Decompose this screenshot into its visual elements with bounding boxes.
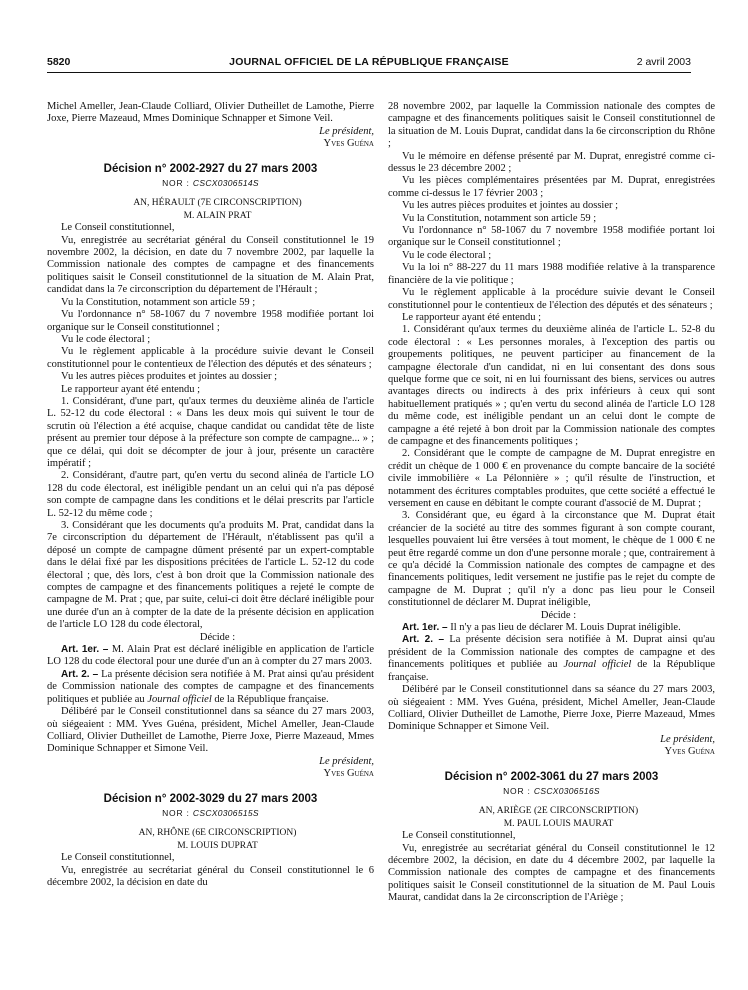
nor-code: CSCX0306516S [533, 785, 600, 796]
nor-label: NOR : [162, 807, 190, 818]
article-1 [388, 622, 715, 634]
nor-code: CSCX0306514S [192, 178, 259, 189]
article-label: Art. 2. – [61, 668, 99, 680]
paragraph: 2. Considérant, d'autre part, qu'en vertu du second alinéa de l'article LO 128 du code électoral, est inéligible pendant un an celui qui n'a pas déposé son compte de campagne dans les conditions et le délai prescrits par l'article L. 52-12 du même code ; [47, 470, 374, 519]
constituency: AN, RHÔNE (6E CIRCONSCRIPTION) [138, 828, 297, 839]
decision-title: Décision n° 2002-3061 du 27 mars 2003 [444, 770, 659, 783]
paragraph: Le Conseil constitutionnel, [61, 222, 175, 234]
paragraph: 28 novembre 2002, par laquelle la Commission nationale des comptes de campagne et des financements politiques saisit le Conseil constitutionnel de la situation de M. Louis Duprat, candidat dans la 6e circonscription du Rhône ; [388, 101, 715, 150]
article-2 [388, 634, 715, 684]
paragraph: Vu la Constitution, notamment son article 59 ; [61, 296, 256, 308]
candidate-name: M. PAUL LOUIS MAURAT [503, 818, 614, 829]
paragraph: Vu le code électoral ; [402, 249, 492, 261]
header-rule [47, 72, 691, 73]
candidate-name: M. LOUIS DUPRAT [177, 840, 258, 851]
article-text: La présente décision sera notifiée à M. Prat ainsi qu'au président de Commission nationale des comptes de campagne et des financements politiques et publiée au [47, 668, 374, 705]
article-label: Art. 2. – [402, 634, 445, 646]
paragraph: 3. Considérant que, eu égard à la circonstance que M. Duprat était créancier de la société au titre des sommes figurant à son compte courant, lesquelles pouvaient lui être versées à tout moment, le chèque de 1 000 € ne peut être regardé comme un don d'une personne morale ; que, contrairement à ce qu'a décidé la Commission nationale des comptes de campagne et des financements politiques, ledit versement ne justifie pas le rejet du compte de campagne de M. Duprat ; qu'il n'y a donc pas lieu pour le Conseil constitutionnel de déclarer M. Duprat inéligible, [388, 510, 715, 609]
nor-label: NOR : [162, 178, 190, 189]
journal-name: Journal officiel [563, 659, 632, 671]
paragraph: Vu les autres pièces produites et jointes au dossier ; [402, 200, 619, 212]
paragraph: Le Conseil constitutionnel, [61, 852, 175, 864]
deliberation: Délibéré par le Conseil constitutionnel dans sa séance du 27 mars 2003, où siégeaient : MM. Yves Guéna, président, Michel Ameller, Jean-Claude Colliard, Olivier Dutheillet de Lamothe, Pierre Joxe, Pierre Mazeaud, Mmes Dominique Schnapper et Simone Veil. [388, 684, 715, 733]
decision-title: Décision n° 2002-3029 du 27 mars 2003 [103, 792, 318, 805]
article-2 [47, 669, 374, 706]
article-label: Art. 1er. – [61, 644, 109, 656]
signature-role: Le président, [319, 125, 374, 137]
signature-name: Yves Guéna [323, 768, 374, 780]
article-text-end: de la République française. [214, 693, 329, 705]
paragraph: Vu le mémoire en défense présenté par M. Duprat, enregistré comme ci-dessus le 23 décembre 2002 ; [388, 150, 715, 175]
signature-role: Le président, [660, 733, 715, 745]
deliberation: Délibéré par le Conseil constitutionnel dans sa séance du 27 mars 2003, où siégeaient : MM. Yves Guéna, président, Michel Ameller, Jean-Claude Colliard, Olivier Dutheillet de Lamothe, Pierre Joxe, Pierre Mazeaud, Mmes Dominique Schnapper et Simone Veil. [47, 706, 374, 755]
paragraph: 1. Considérant, d'une part, qu'aux termes du deuxième alinéa de l'article L. 52-12 du code électoral : « Dans les deux mois qui suivent le tour de scrutin où l'élection a été acquise, chaque candidat ou candidat tête de liste présent au premier tour dépose à la préfecture son compte de campagne... » ; que ce délai, qui doit se décompter de jour à jour, présente un caractère impératif ; [47, 395, 374, 469]
right-column [388, 101, 715, 905]
paragraph: 2. Considérant que le compte de campagne de M. Duprat enregistre en crédit un chèque de 1 000 € en provenance du compte bancaire de la société civile immobilière « La Pélonnière » ; qu'il résulte de l'instruction, et notamment des écritures comptables produites, que cette société a effectué le versement en cause en débitant le compte courant d'associé de M. Duprat ; [388, 448, 715, 509]
constituency: AN, ARIÈGE (2E CIRCONSCRIPTION) [478, 806, 639, 817]
paragraph: Le rapporteur ayant été entendu ; [61, 383, 201, 395]
paragraph: Vu la Constitution, notamment son article 59 ; [402, 212, 597, 224]
paragraph: Vu le code électoral ; [61, 333, 151, 345]
article-text: Il n'y a pas lieu de déclarer M. Louis Duprat inéligible. [450, 622, 681, 634]
paragraph: Vu la loi n° 88-227 du 11 mars 1988 modifiée relative à la transparence financière de la vie politique ; [388, 262, 715, 286]
article-label: Art. 1er. – [402, 622, 448, 634]
left-column [47, 101, 374, 889]
article-text: M. Alain Prat est déclaré inéligible en application de l'article LO 128 du code électoral pour une durée d'un an à compter du 27 mars 2003. [47, 644, 375, 668]
paragraph: Vu, enregistrée au secrétariat général du Conseil constitutionnel le 6 décembre 2002, la décision en date du [47, 864, 374, 888]
paragraph: 3. Considérant que les documents qu'a produits M. Prat, candidat dans la 7e circonscription du département de l'Hérault, n'établissent pas qu'il a déposé un compte de campagne dûment présenté par un expert-comptable dans le délai fixé par les dispositions précitées de l'article L. 52-12 du code électoral ; que, dès lors, c'est à bon droit que la Commission nationale des comptes de campagne et des financements politiques a rejeté le compte de campagne de M. Prat ; que, par suite, celui-ci doit être déclaré inéligible pour une durée d'un an à compter de la date de la présente décision en application de l'article LO 128 du code électoral, [47, 520, 374, 631]
continued-text: Michel Ameller, Jean-Claude Colliard, Olivier Dutheillet de Lamothe, Pierre Joxe, Pierre Mazeaud, Mmes Dominique Schnapper et Simone Veil. [47, 101, 374, 125]
decide-heading: Décide : [199, 631, 236, 643]
nor-reference [47, 807, 374, 819]
paragraph: Vu le règlement applicable à la procédure suivie devant le Conseil constitutionnel pour le contentieux de l'élection des députés et des sénateurs ; [47, 346, 374, 370]
paragraph: Vu les autres pièces produites et jointes au dossier ; [61, 371, 278, 383]
constituency: AN, HÉRAULT (7E CIRCONSCRIPTION) [133, 198, 302, 209]
decision-title: Décision n° 2002-2927 du 27 mars 2003 [103, 162, 318, 175]
article-text: La présente décision sera notifiée à M. Duprat ainsi qu'au président de la Commission nationale des comptes de campagne et des financements politiques et publiée au [388, 634, 716, 671]
nor-label: NOR : [503, 785, 531, 796]
page-number: 5820 [47, 56, 71, 68]
decide-heading: Décide : [540, 609, 577, 621]
paragraph: Vu, enregistrée au secrétariat général du Conseil constitutionnel le 12 décembre 2002, la décision, en date du 4 décembre 2002, par laquelle la Commission nationale des comptes de campagne et des financements politiques saisit le Conseil constitutionnel de la situation de M. Paul Louis Maurat, candidat dans la 2e circonscription de l'Ariège ; [388, 842, 715, 904]
paragraph: Vu, enregistrée au secrétariat général du Conseil constitutionnel le 19 novembre 2002, la décision, en date du 7 novembre 2002, par laquelle la Commission nationale des comptes de campagne et des financements politiques saisit le Conseil constitutionnel de la situation de M. Alain Prat, candidat dans la 7e circonscription du département de l'Hérault ; [47, 234, 374, 296]
page-header [47, 52, 691, 72]
paragraph: 1. Considérant qu'aux termes du deuxième alinéa de l'article L. 52-8 du code électoral : « Les personnes morales, à l'exception des partis ou groupements politiques, ne peuvent participer au financement de la campagne électorale d'un candidat, ni en lui consentant des dons sous quelque forme que ce soit, ni en lui fournissant des biens, services ou autres avantages directs ou indirects à des prix inférieurs à ceux qui sont habituellement pratiqués » ; qu'en vertu du second alinéa de l'article LO 128 du même code, est inéligible pendant un an celui dont le compte de campagne a été rejeté à bon droit par la Commission nationale des comptes de campagne et des financements politiques ; [388, 324, 715, 447]
signature-name: Yves Guéna [323, 138, 374, 150]
nor-reference [388, 785, 715, 797]
candidate-name: M. ALAIN PRAT [183, 210, 252, 221]
article-text-end: de la République française. [388, 659, 716, 683]
paragraph: Vu l'ordonnance n° 58-1067 du 7 novembre 1958 modifiée portant loi organique sur le Conseil constitutionnel ; [388, 225, 715, 249]
paragraph: Le rapporteur ayant été entendu ; [402, 311, 542, 323]
issue-date: 2 avril 2003 [636, 56, 691, 68]
nor-reference [47, 177, 374, 189]
paragraph: Vu le règlement applicable à la procédure suivie devant le Conseil constitutionnel pour le contentieux de l'élection des députés et des sénateurs ; [388, 287, 715, 311]
journal-name: Journal officiel [147, 693, 212, 705]
journal-title: JOURNAL OFFICIEL DE LA RÉPUBLIQUE FRANÇAISE [229, 56, 509, 68]
nor-code: CSCX0306515S [192, 807, 259, 818]
paragraph: Le Conseil constitutionnel, [402, 830, 516, 842]
paragraph: Vu les pièces complémentaires présentées par M. Duprat, enregistrées comme ci-dessus le 17 février 2003 ; [388, 175, 715, 199]
signature-role: Le président, [319, 755, 374, 767]
article-1 [47, 644, 374, 669]
paragraph: Vu l'ordonnance n° 58-1067 du 7 novembre 1958 modifiée portant loi organique sur le Conseil constitutionnel ; [47, 309, 374, 333]
signature-name: Yves Guéna [664, 746, 715, 758]
